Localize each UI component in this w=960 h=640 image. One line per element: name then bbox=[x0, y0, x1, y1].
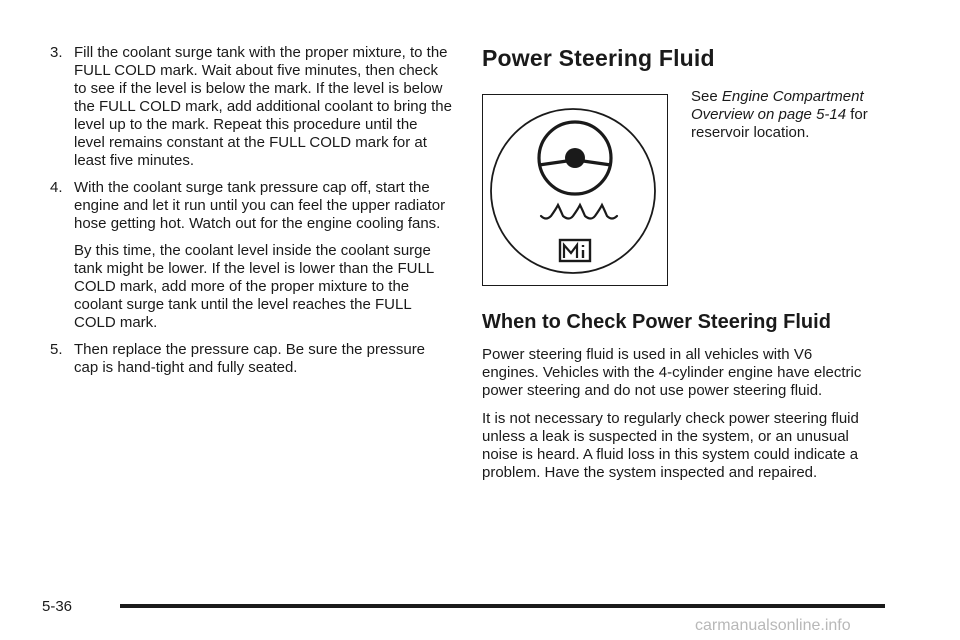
figure-row bbox=[482, 88, 902, 294]
power-steering-fluid-cap-icon bbox=[483, 95, 666, 284]
step-5 bbox=[42, 341, 452, 377]
step-text: With the coolant surge tank pressure cap off, start the engine and let it run until you can feel the upper radiator hose getting hot. Watch out for the engine cooling fans. bbox=[74, 179, 446, 232]
see-suffix: for reservoir location. bbox=[691, 106, 868, 141]
watermark: carmanualsonline.info bbox=[695, 617, 851, 634]
right-column bbox=[482, 44, 902, 492]
figure-box bbox=[482, 94, 668, 286]
page-reference: Engine Compartment Overview on page 5-14 bbox=[691, 88, 864, 123]
see-prefix: See bbox=[691, 88, 718, 105]
step-text: Fill the coolant surge tank with the proper mixture, to the FULL COLD mark. Wait about five minutes, then check to see if the level is below the mark. If the level is below the FULL COLD mark, add additional coolant to bring the level up to the mark. Repeat this procedure until the level remains constant at the FULL COLD mark for at least five minutes. bbox=[74, 44, 452, 169]
step-number: 5. bbox=[50, 341, 63, 358]
step-text: Then replace the pressure cap. Be sure the pressure cap is hand-tight and fully seated. bbox=[74, 341, 426, 376]
step-4 bbox=[42, 179, 452, 233]
left-column bbox=[42, 44, 452, 386]
subsection-title: When to Check Power Steering Fluid bbox=[482, 311, 831, 333]
section-title: Power Steering Fluid bbox=[482, 45, 715, 71]
page-number: 5-36 bbox=[42, 598, 73, 615]
step-number: 3. bbox=[50, 44, 63, 61]
footer-rule bbox=[120, 604, 885, 608]
step-note: By this time, the coolant level inside the coolant surge tank might be lower. If the level is lower than the FULL COLD mark, add more of the proper mixture to the coolant surge tank until the level reaches the FULL COLD mark. bbox=[74, 242, 434, 331]
paragraph-2: It is not necessary to regularly check power steering fluid unless a leak is suspected in the system, or an unusual noise is heard. A fluid loss in this system could indicate a problem. Have the system inspected and repaired. bbox=[482, 410, 859, 481]
step-number: 4. bbox=[50, 179, 63, 196]
step-3 bbox=[42, 44, 452, 170]
see-reference bbox=[691, 88, 901, 142]
paragraph-1: Power steering fluid is used in all vehicles with V6 engines. Vehicles with the 4-cylinder engine have electric power steering and do not use power steering fluid. bbox=[482, 346, 862, 399]
